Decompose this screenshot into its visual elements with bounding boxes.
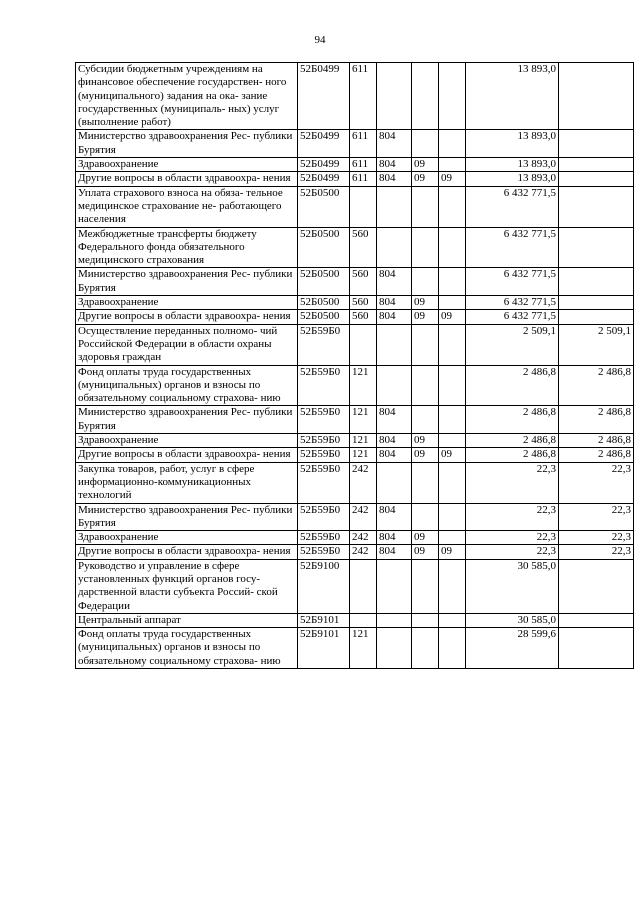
section-cell: 09 (412, 158, 439, 172)
table-row (76, 545, 634, 559)
section-cell (412, 63, 439, 130)
federal-amount-cell: 22,3 (559, 531, 634, 545)
subsection-cell: 09 (439, 545, 466, 559)
target-article-cell: 52Б9101 (298, 628, 350, 669)
expense-type-cell: 611 (350, 63, 377, 130)
expense-type-cell: 560 (350, 268, 377, 296)
section-cell: 09 (412, 545, 439, 559)
row-name-cell: Межбюджетные трансферты бюджету Федерального фонда обязательного медицинского страхования (76, 227, 298, 268)
row-name-cell: Фонд оплаты труда государственных (муниципальных) органов и взносы по обязательному социальному страхова- нию (76, 365, 298, 406)
section-cell (412, 503, 439, 531)
row-name-cell: Другие вопросы в области здравоохра- нения (76, 310, 298, 324)
federal-amount-cell (559, 268, 634, 296)
table-row (76, 503, 634, 531)
row-name-cell: Министерство здравоохранения Рес- публики Бурятия (76, 130, 298, 158)
subsection-cell (439, 559, 466, 613)
federal-amount-cell: 22,3 (559, 545, 634, 559)
ministry-code-cell: 804 (377, 268, 412, 296)
target-article-cell: 52Б59Б0 (298, 531, 350, 545)
expense-type-cell: 121 (350, 406, 377, 434)
amount-cell: 30 585,0 (466, 559, 559, 613)
section-cell (412, 462, 439, 503)
federal-amount-cell (559, 310, 634, 324)
federal-amount-cell (559, 130, 634, 158)
expense-type-cell: 242 (350, 545, 377, 559)
subsection-cell (439, 531, 466, 545)
row-name-cell: Здравоохранение (76, 531, 298, 545)
expense-type-cell: 242 (350, 503, 377, 531)
amount-cell: 2 509,1 (466, 324, 559, 365)
row-name-cell: Центральный аппарат (76, 613, 298, 627)
target-article-cell: 52Б0499 (298, 172, 350, 186)
federal-amount-cell (559, 186, 634, 227)
federal-amount-cell: 2 486,8 (559, 448, 634, 462)
amount-cell: 6 432 771,5 (466, 310, 559, 324)
target-article-cell: 52Б59Б0 (298, 365, 350, 406)
section-cell: 09 (412, 172, 439, 186)
amount-cell: 22,3 (466, 462, 559, 503)
amount-cell: 13 893,0 (466, 158, 559, 172)
amount-cell: 13 893,0 (466, 130, 559, 158)
target-article-cell: 52Б0500 (298, 310, 350, 324)
section-cell: 09 (412, 448, 439, 462)
expense-type-cell: 121 (350, 628, 377, 669)
amount-cell: 6 432 771,5 (466, 227, 559, 268)
table-row (76, 462, 634, 503)
amount-cell: 13 893,0 (466, 63, 559, 130)
table-row (76, 158, 634, 172)
federal-amount-cell: 22,3 (559, 503, 634, 531)
target-article-cell: 52Б0499 (298, 63, 350, 130)
table-row (76, 172, 634, 186)
federal-amount-cell (559, 227, 634, 268)
subsection-cell (439, 296, 466, 310)
amount-cell: 2 486,8 (466, 365, 559, 406)
target-article-cell: 52Б0500 (298, 296, 350, 310)
target-article-cell: 52Б0500 (298, 186, 350, 227)
table-row (76, 613, 634, 627)
row-name-cell: Другие вопросы в области здравоохра- нения (76, 545, 298, 559)
expense-type-cell: 242 (350, 462, 377, 503)
row-name-cell: Здравоохранение (76, 434, 298, 448)
target-article-cell: 52Б0499 (298, 158, 350, 172)
section-cell (412, 186, 439, 227)
ministry-code-cell: 804 (377, 130, 412, 158)
section-cell (412, 268, 439, 296)
ministry-code-cell (377, 462, 412, 503)
row-name-cell: Фонд оплаты труда государственных (муниципальных) органов и взносы по обязательному социальному страхова- нию (76, 628, 298, 669)
amount-cell: 13 893,0 (466, 172, 559, 186)
ministry-code-cell: 804 (377, 503, 412, 531)
amount-cell: 22,3 (466, 545, 559, 559)
federal-amount-cell (559, 559, 634, 613)
target-article-cell: 52Б0500 (298, 227, 350, 268)
target-article-cell: 52Б59Б0 (298, 324, 350, 365)
table-row (76, 324, 634, 365)
federal-amount-cell (559, 628, 634, 669)
section-cell (412, 613, 439, 627)
table-row (76, 365, 634, 406)
expense-type-cell: 611 (350, 172, 377, 186)
table-row (76, 559, 634, 613)
row-name-cell: Министерство здравоохранения Рес- публики Бурятия (76, 268, 298, 296)
target-article-cell: 52Б0500 (298, 268, 350, 296)
row-name-cell: Руководство и управление в сфере установленных функций органов госу- дарственной власти субъекта Россий- ской Федерации (76, 559, 298, 613)
section-cell: 09 (412, 434, 439, 448)
amount-cell: 6 432 771,5 (466, 186, 559, 227)
section-cell (412, 324, 439, 365)
subsection-cell (439, 434, 466, 448)
amount-cell: 6 432 771,5 (466, 296, 559, 310)
row-name-cell: Уплата страхового взноса на обяза- тельное медицинское страхование не- работающего населения (76, 186, 298, 227)
federal-amount-cell: 2 486,8 (559, 406, 634, 434)
subsection-cell (439, 628, 466, 669)
section-cell (412, 365, 439, 406)
amount-cell: 22,3 (466, 503, 559, 531)
federal-amount-cell: 2 486,8 (559, 365, 634, 406)
table-row (76, 406, 634, 434)
table-body (76, 63, 634, 669)
expense-type-cell: 560 (350, 310, 377, 324)
row-name-cell: Субсидии бюджетным учреждениям на финансовое обеспечение государствен- ного (муниципального) задания на ока- зание государственных (муниципаль- ных) услуг (выполнение работ) (76, 63, 298, 130)
table-row (76, 310, 634, 324)
ministry-code-cell: 804 (377, 448, 412, 462)
table-row (76, 186, 634, 227)
federal-amount-cell: 2 509,1 (559, 324, 634, 365)
table-row (76, 296, 634, 310)
ministry-code-cell: 804 (377, 172, 412, 186)
federal-amount-cell: 2 486,8 (559, 434, 634, 448)
ministry-code-cell (377, 559, 412, 613)
expense-type-cell: 611 (350, 158, 377, 172)
target-article-cell: 52Б9101 (298, 613, 350, 627)
expense-type-cell: 121 (350, 365, 377, 406)
table-row (76, 434, 634, 448)
subsection-cell (439, 324, 466, 365)
subsection-cell (439, 406, 466, 434)
section-cell (412, 227, 439, 268)
federal-amount-cell: 22,3 (559, 462, 634, 503)
table-row (76, 227, 634, 268)
ministry-code-cell (377, 324, 412, 365)
row-name-cell: Другие вопросы в области здравоохра- нения (76, 448, 298, 462)
ministry-code-cell (377, 63, 412, 130)
target-article-cell: 52Б59Б0 (298, 434, 350, 448)
expense-type-cell (350, 613, 377, 627)
row-name-cell: Закупка товаров, работ, услуг в сфере информационно-коммуникационных технологий (76, 462, 298, 503)
federal-amount-cell (559, 172, 634, 186)
subsection-cell (439, 268, 466, 296)
subsection-cell (439, 130, 466, 158)
expense-type-cell (350, 559, 377, 613)
amount-cell: 22,3 (466, 531, 559, 545)
ministry-code-cell: 804 (377, 434, 412, 448)
amount-cell: 2 486,8 (466, 434, 559, 448)
subsection-cell (439, 462, 466, 503)
row-name-cell: Другие вопросы в области здравоохра- нения (76, 172, 298, 186)
page-number: 94 (314, 34, 326, 46)
expense-type-cell: 121 (350, 448, 377, 462)
subsection-cell (439, 186, 466, 227)
ministry-code-cell: 804 (377, 406, 412, 434)
ministry-code-cell: 804 (377, 296, 412, 310)
expense-type-cell (350, 186, 377, 227)
table-row (76, 268, 634, 296)
amount-cell: 2 486,8 (466, 448, 559, 462)
section-cell (412, 406, 439, 434)
expense-type-cell: 611 (350, 130, 377, 158)
row-name-cell: Здравоохранение (76, 158, 298, 172)
ministry-code-cell: 804 (377, 310, 412, 324)
section-cell (412, 628, 439, 669)
ministry-code-cell: 804 (377, 545, 412, 559)
target-article-cell: 52Б59Б0 (298, 406, 350, 434)
expense-type-cell: 242 (350, 531, 377, 545)
row-name-cell: Министерство здравоохранения Рес- публики Бурятия (76, 503, 298, 531)
federal-amount-cell (559, 613, 634, 627)
ministry-code-cell (377, 628, 412, 669)
subsection-cell: 09 (439, 172, 466, 186)
table-row (76, 628, 634, 669)
subsection-cell (439, 613, 466, 627)
section-cell: 09 (412, 310, 439, 324)
ministry-code-cell: 804 (377, 158, 412, 172)
section-cell (412, 130, 439, 158)
table-row (76, 130, 634, 158)
target-article-cell: 52Б59Б0 (298, 448, 350, 462)
ministry-code-cell: 804 (377, 531, 412, 545)
subsection-cell (439, 503, 466, 531)
section-cell: 09 (412, 296, 439, 310)
expense-type-cell (350, 324, 377, 365)
amount-cell: 2 486,8 (466, 406, 559, 434)
target-article-cell: 52Б59Б0 (298, 503, 350, 531)
section-cell: 09 (412, 531, 439, 545)
amount-cell: 30 585,0 (466, 613, 559, 627)
row-name-cell: Министерство здравоохранения Рес- публики Бурятия (76, 406, 298, 434)
federal-amount-cell (559, 63, 634, 130)
target-article-cell: 52Б59Б0 (298, 462, 350, 503)
section-cell (412, 559, 439, 613)
subsection-cell: 09 (439, 310, 466, 324)
target-article-cell: 52Б0499 (298, 130, 350, 158)
expense-type-cell: 121 (350, 434, 377, 448)
ministry-code-cell (377, 613, 412, 627)
subsection-cell (439, 365, 466, 406)
target-article-cell: 52Б59Б0 (298, 545, 350, 559)
ministry-code-cell (377, 365, 412, 406)
federal-amount-cell (559, 296, 634, 310)
table-row (76, 531, 634, 545)
expense-type-cell: 560 (350, 296, 377, 310)
ministry-code-cell (377, 227, 412, 268)
subsection-cell (439, 158, 466, 172)
target-article-cell: 52Б9100 (298, 559, 350, 613)
expense-type-cell: 560 (350, 227, 377, 268)
subsection-cell (439, 227, 466, 268)
subsection-cell: 09 (439, 448, 466, 462)
budget-table (75, 62, 634, 669)
table-row (76, 63, 634, 130)
amount-cell: 6 432 771,5 (466, 268, 559, 296)
ministry-code-cell (377, 186, 412, 227)
row-name-cell: Здравоохранение (76, 296, 298, 310)
federal-amount-cell (559, 158, 634, 172)
table-row (76, 448, 634, 462)
amount-cell: 28 599,6 (466, 628, 559, 669)
row-name-cell: Осуществление переданных полномо- чий Российской Федерации в области охраны здоровья граждан (76, 324, 298, 365)
subsection-cell (439, 63, 466, 130)
